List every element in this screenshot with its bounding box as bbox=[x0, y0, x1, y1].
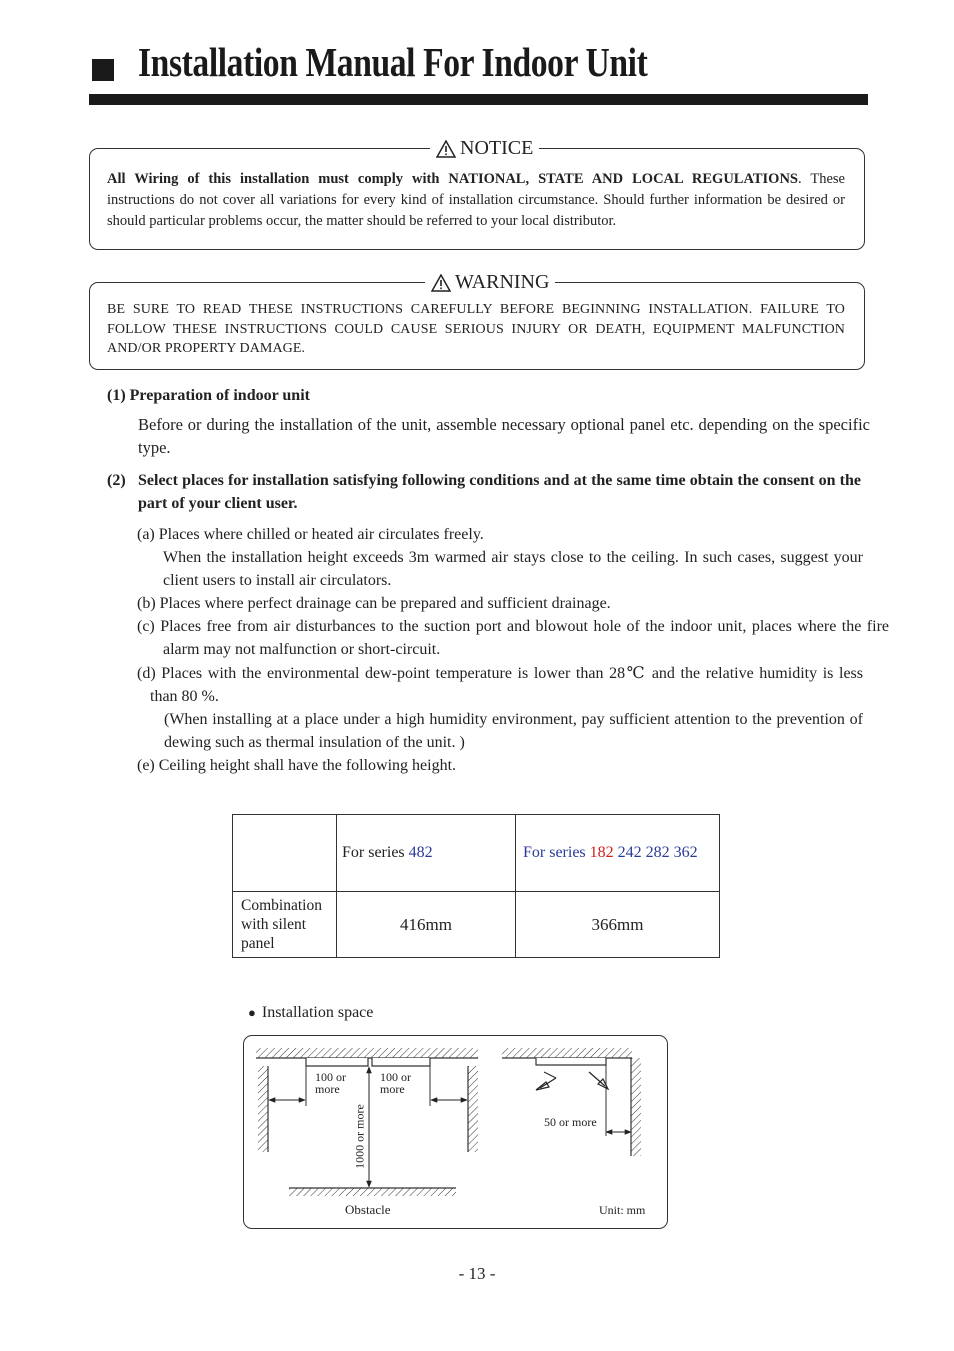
left-gap-label: 100 or more bbox=[315, 1070, 346, 1096]
table-value-482: 416mm bbox=[337, 892, 516, 958]
side-wall-hatch bbox=[631, 1058, 641, 1156]
unit-outline-right bbox=[372, 1058, 430, 1066]
side-gap-label: 50 or more bbox=[544, 1115, 597, 1129]
left-wall-hatch bbox=[258, 1066, 268, 1152]
title-underline bbox=[89, 94, 868, 105]
section2-number: (2) bbox=[107, 472, 126, 489]
notice-label: NOTICE bbox=[430, 137, 539, 160]
table-header-series-482: For series 482 bbox=[337, 815, 516, 892]
installation-space-drawing bbox=[244, 1036, 667, 1228]
section2-heading: Select places for installation satisfying following conditions and at the same time obtain the consent on the part of your client user. bbox=[138, 472, 861, 512]
item-c: (c) Places free from air disturbances to the suction port and blowout hole of the indoor unit, places where the fire alarm may not malfunction or short-circuit. bbox=[137, 618, 889, 658]
unit-label: Unit: mm bbox=[599, 1203, 646, 1217]
section1-body: Before or during the installation of the unit, assemble necessary optional panel etc. depending on the specific type. bbox=[138, 415, 870, 457]
table-header-series-others: For series 182 242 282 362 bbox=[516, 815, 720, 892]
title-square-icon bbox=[92, 59, 114, 81]
installation-space-caption: ● Installation space bbox=[248, 1001, 373, 1024]
page-number: - 13 - bbox=[458, 1264, 496, 1283]
item-a: (a) Places where chilled or heated air circulates freely. bbox=[137, 526, 484, 543]
obstacle-label: Obstacle bbox=[345, 1202, 391, 1217]
airflow-right-icon bbox=[589, 1072, 608, 1089]
right-gap-label: 100 or more bbox=[380, 1070, 411, 1096]
item-b: (b) Places where perfect drainage can be prepared and sufficient drainage. bbox=[137, 595, 611, 612]
obstacle-hatch bbox=[289, 1188, 456, 1196]
unit-outline-side bbox=[536, 1058, 606, 1065]
table-row-label: Combination with silent panel bbox=[233, 892, 337, 958]
item-d-note: (When installing at a place under a high humidity environment, pay sufficient attention to the prevention of dewing such as thermal insulation of the unit. ) bbox=[164, 711, 863, 751]
notice-text: All Wiring of this installation must comply with NATIONAL, STATE AND LOCAL REGULATIONS. These instructions do not cover all variations for every kind of installation circumstance. Should further information be desired or should particular problems occur, the matter should be referred to your local distributor. bbox=[107, 171, 845, 229]
installation-space-diagram bbox=[243, 1035, 668, 1229]
ceiling-hatch-right bbox=[502, 1048, 632, 1058]
unit-outline-left bbox=[306, 1058, 368, 1066]
right-wall-hatch bbox=[468, 1066, 478, 1152]
section1-heading: (1) Preparation of indoor unit bbox=[107, 387, 310, 404]
item-e: (e) Ceiling height shall have the following height. bbox=[137, 757, 457, 774]
item-d: (d) Places with the environmental dew-point temperature is lower than 28℃ and the relative humidity is less than 80 %. bbox=[137, 665, 863, 705]
warning-label: WARNING bbox=[425, 271, 555, 294]
warning-triangle-icon bbox=[436, 140, 456, 158]
ceiling-height-table bbox=[232, 814, 720, 958]
airflow-left-icon bbox=[536, 1072, 556, 1090]
bullet-icon: ● bbox=[248, 1005, 256, 1020]
page-title: Installation Manual For Indoor Unit bbox=[138, 39, 648, 85]
table-value-others: 366mm bbox=[516, 892, 720, 958]
ceiling-hatch bbox=[256, 1048, 478, 1058]
item-a-note: When the installation height exceeds 3m warmed air stays close to the ceiling. In such cases, suggest your client users to install air circulators. bbox=[163, 549, 863, 589]
warning-triangle-icon bbox=[431, 274, 451, 292]
table-corner-cell bbox=[233, 815, 337, 892]
warning-text: BE SURE TO READ THESE INSTRUCTIONS CAREFULLY BEFORE BEGINNING INSTALLATION. FAILURE TO FOLLOW THESE INSTRUCTIONS COULD CAUSE SERIOUS INJURY OR DEATH, EQUIPMENT MALFUNCTION AND/OR PROPERTY DAMAGE. bbox=[107, 302, 845, 356]
vertical-gap-label: 1000 or more bbox=[352, 1104, 367, 1169]
